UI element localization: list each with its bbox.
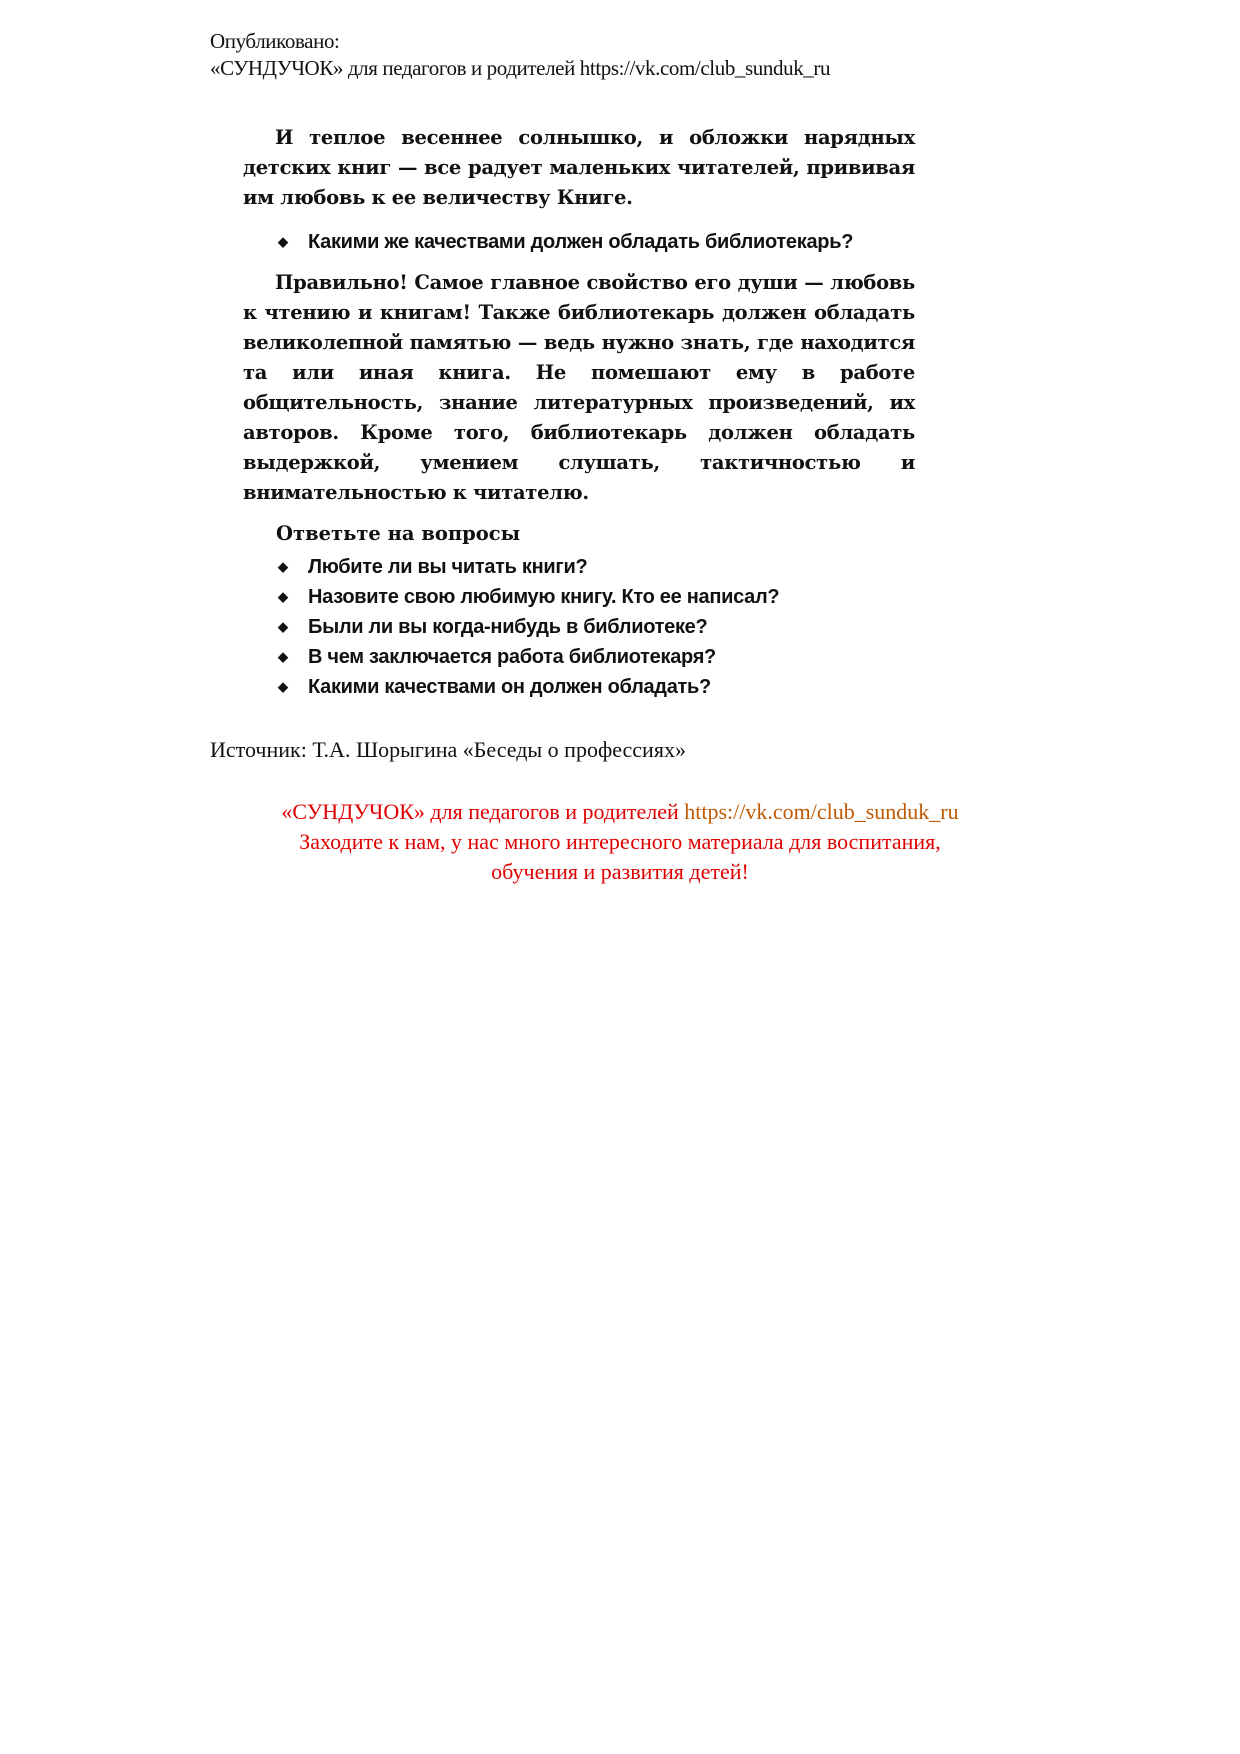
question-text: В чем заключается работа библиотекаря? — [308, 646, 716, 668]
list-item — [278, 227, 853, 257]
bullet-icon: ◆ — [278, 619, 288, 634]
published-label: Опубликовано: — [210, 29, 340, 53]
intro-paragraph — [243, 123, 915, 213]
question-text: Назовите свою любимую книгу. Кто ее написал? — [308, 586, 780, 608]
promo-line-3: обучения и развития детей! — [491, 859, 749, 884]
promo-link[interactable]: https://vk.com/club_sunduk_ru — [684, 799, 959, 824]
intro-text: И теплое весеннее солнышко, и обложки нарядных детских книг — все радует маленьких читателей, прививая им любовь к ее величеству Книге. — [243, 126, 915, 209]
list-item — [278, 642, 779, 672]
question-text: Любите ли вы читать книги? — [308, 556, 588, 578]
answer-paragraph — [243, 268, 915, 508]
question-1 — [278, 227, 853, 257]
answer-text: Правильно! Самое главное свойство его души — любовь к чтению и книгам! Также библиотекарь должен обладать великолепной памятью — ведь нужно знать, где находится та или иная книга. Не помешают ему в работе общительность, знание литературных произведений, их авторов. Кроме того, библиотекарь должен обладать выдержкой, умением слушать, тактичностью и внимательностью к читателю. — [243, 271, 915, 504]
source-citation: Источник: Т.А. Шорыгина «Беседы о профессиях» — [210, 737, 686, 762]
question-text: Были ли вы когда-нибудь в библиотеке? — [308, 616, 708, 638]
bullet-icon: ◆ — [278, 589, 288, 604]
promo-block — [200, 797, 1040, 887]
questions-list — [278, 552, 779, 702]
bullet-icon: ◆ — [278, 649, 288, 664]
bullet-icon: ◆ — [278, 559, 288, 574]
list-item — [278, 672, 779, 702]
bullet-icon: ◆ — [278, 234, 288, 249]
header — [210, 28, 830, 82]
questions-title: Ответьте на вопросы — [276, 522, 521, 545]
list-item — [278, 552, 779, 582]
question-text: Какими качествами он должен обладать? — [308, 676, 711, 698]
site-line: «СУНДУЧОК» для педагогов и родителей https://vk.com/club_sunduk_ru — [210, 56, 831, 80]
list-item — [278, 582, 779, 612]
list-item — [278, 612, 779, 642]
bullet-icon: ◆ — [278, 679, 288, 694]
promo-line-2: Заходите к нам, у нас много интересного материала для воспитания, — [299, 829, 941, 854]
question-text: Какими же качествами должен обладать библиотекарь? — [308, 231, 854, 253]
promo-name: «СУНДУЧОК» для педагогов и родителей — [281, 799, 685, 824]
